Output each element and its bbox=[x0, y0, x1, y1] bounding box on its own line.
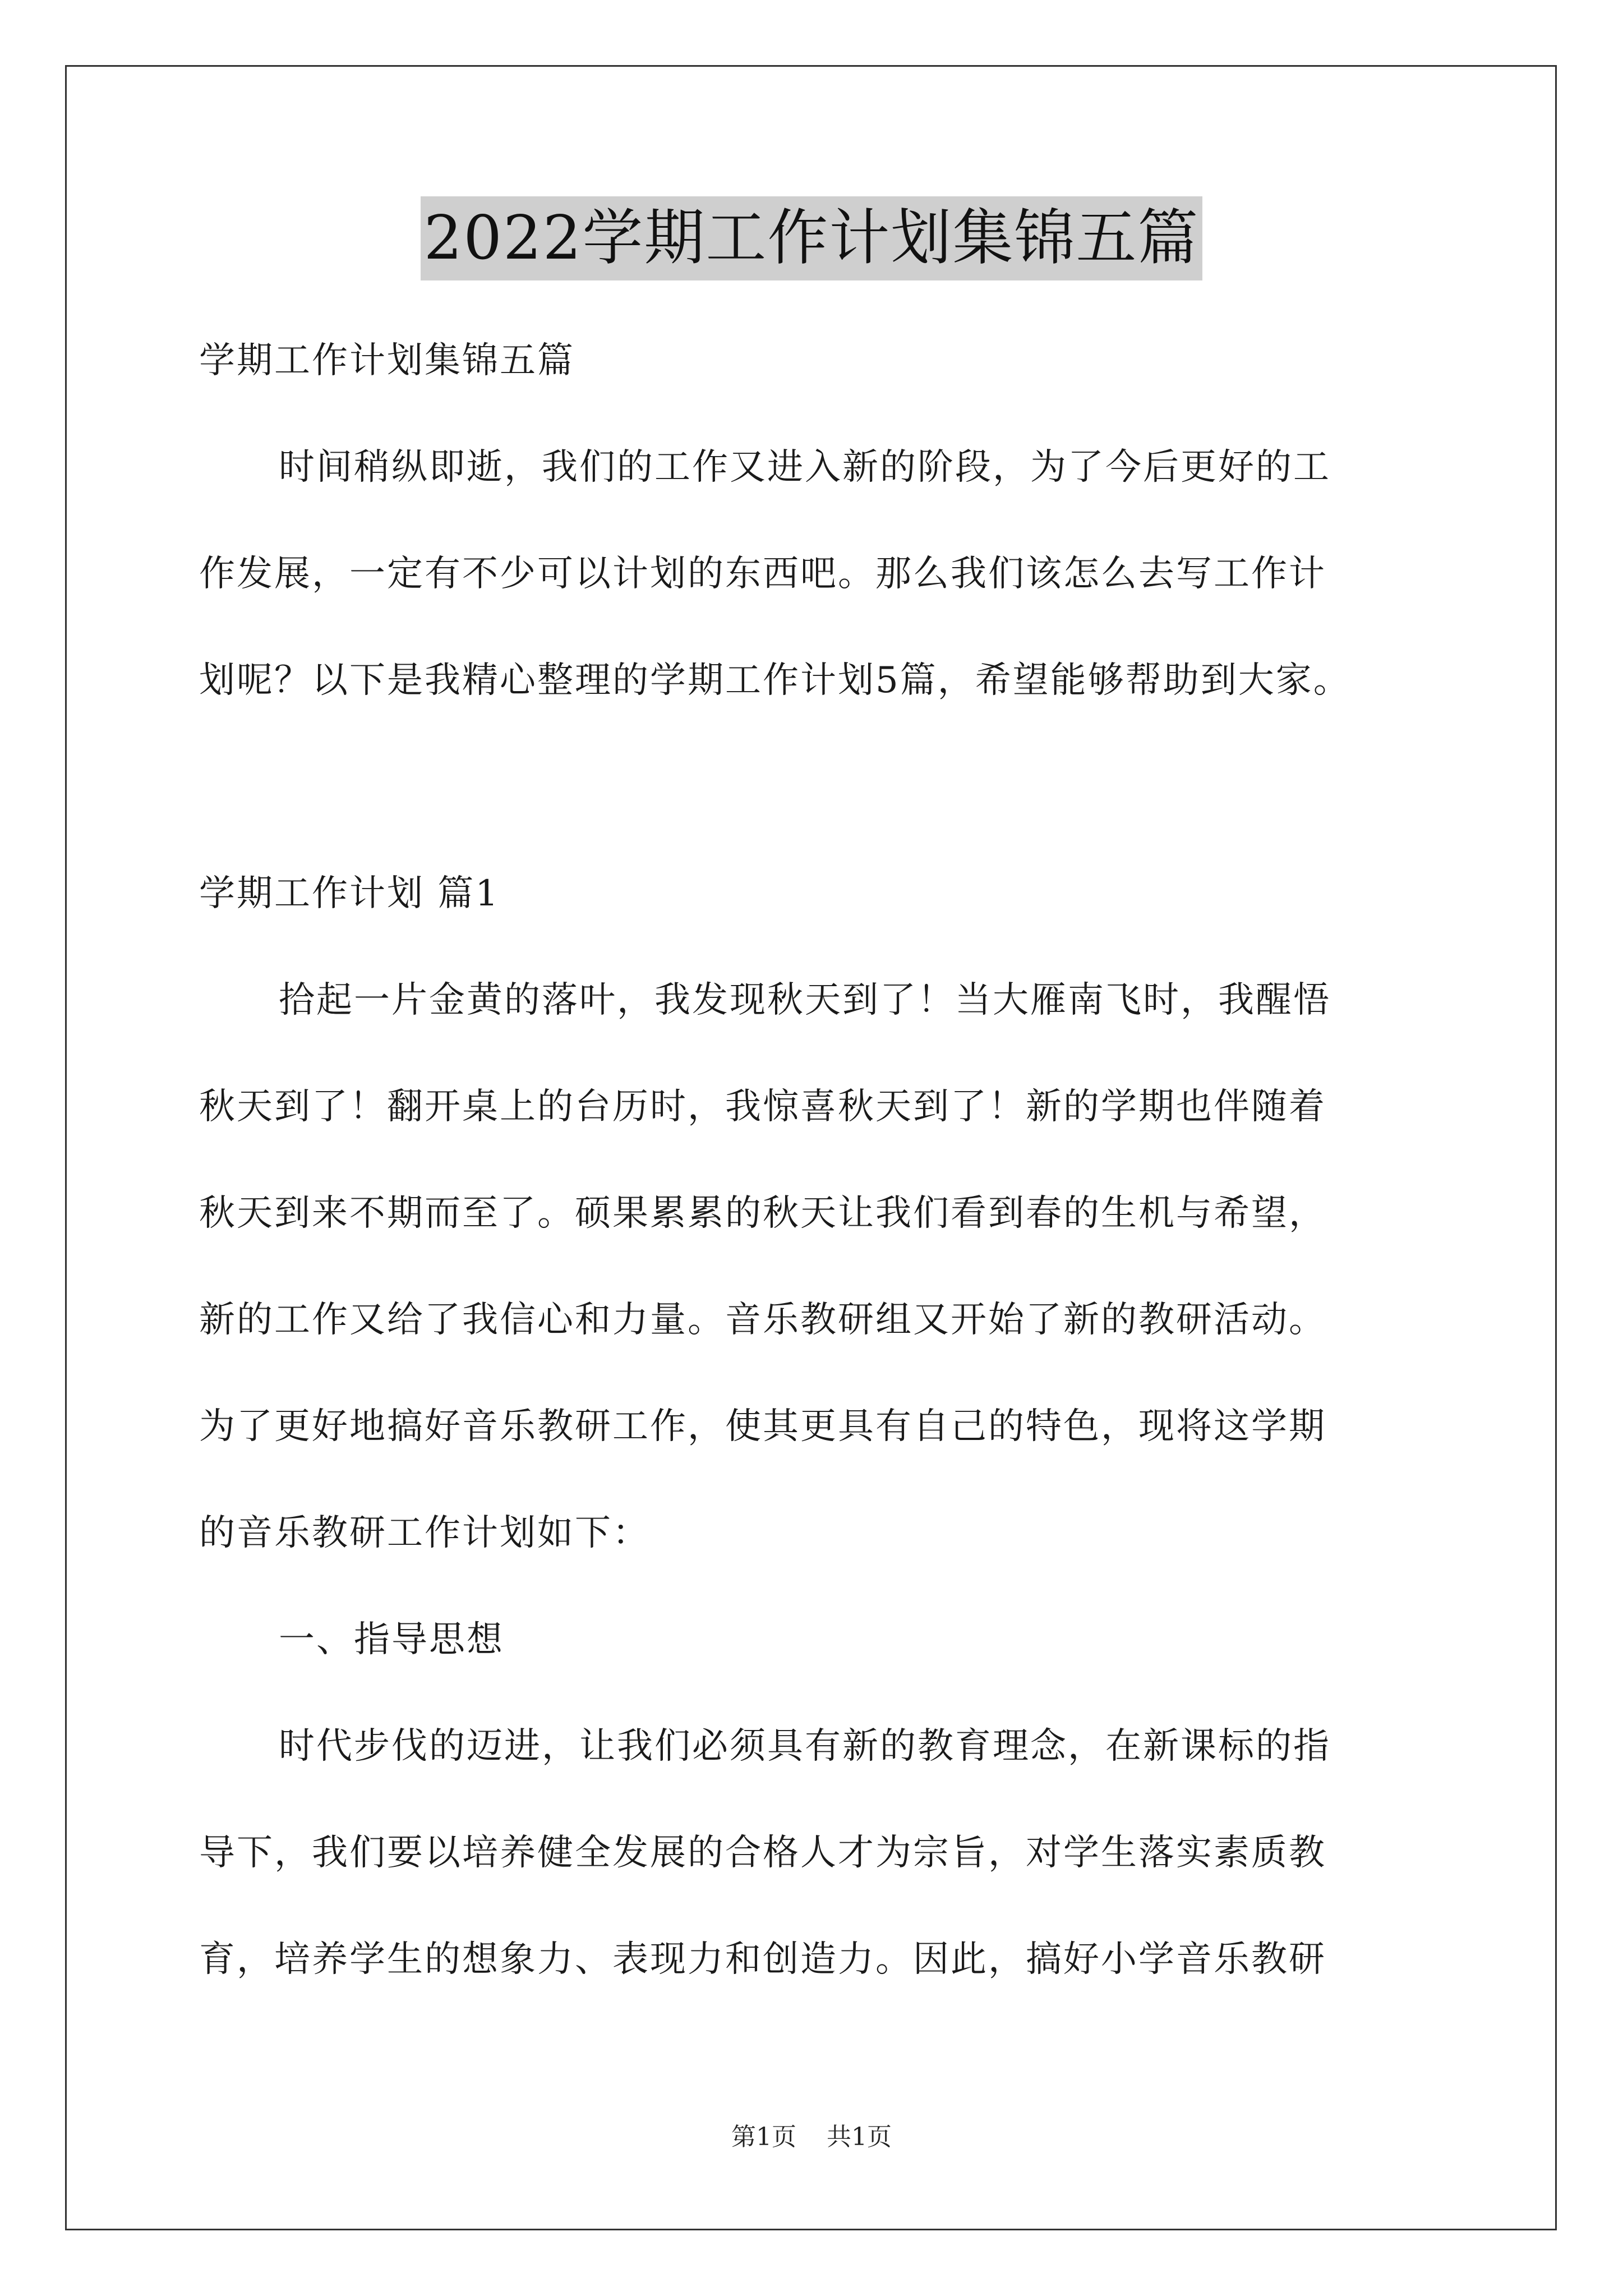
page-total: 共1页 bbox=[827, 2123, 892, 2151]
document-body bbox=[199, 307, 1455, 2013]
para1-line-4: 新的工作又给了我信心和力量。音乐教研组又开始了新的教研活动。 bbox=[199, 1299, 1326, 1341]
spacer bbox=[199, 734, 1455, 840]
para1-line-3: 秋天到来不期而至了。硕果累累的秋天让我们看到春的生机与希望， bbox=[199, 1193, 1326, 1234]
section-heading: 学期工作计划 篇1 bbox=[199, 873, 500, 914]
intro-line-2: 作发展，一定有不少可以计划的东西吧。那么我们该怎么去写工作计 bbox=[199, 553, 1326, 595]
para2-line-2: 导下，我们要以培养健全发展的合格人才为宗旨，对学生落实素质教 bbox=[199, 1832, 1326, 1874]
para1-line-1: 拾起一片金黄的落叶，我发现秋天到了！当大雁南飞时，我醒悟 bbox=[279, 979, 1331, 1021]
document-title: 2022学期工作计划集锦五篇 bbox=[421, 196, 1203, 280]
para1-line-5: 为了更好地搞好音乐教研工作，使其更具有自己的特色，现将这学期 bbox=[199, 1406, 1326, 1447]
para2-line-1: 时代步伐的迈进，让我们必须具有新的教育理念，在新课标的指 bbox=[279, 1726, 1331, 1767]
para1-line-2: 秋天到了！翻开桌上的台历时，我惊喜秋天到了！新的学期也伴随着 bbox=[199, 1086, 1326, 1128]
intro-line-3: 划呢？以下是我精心整理的学期工作计划5篇，希望能够帮助到大家。 bbox=[199, 660, 1351, 701]
page-footer bbox=[0, 2120, 1623, 2154]
intro-line-1: 时间稍纵即逝，我们的工作又进入新的阶段，为了今后更好的工 bbox=[279, 447, 1331, 488]
para2-line-3: 育，培养学生的想象力、表现力和创造力。因此，搞好小学音乐教研 bbox=[199, 1939, 1326, 1980]
subheading-guiding-ideology: 一、指导思想 bbox=[279, 1619, 504, 1660]
page-number: 第1页 bbox=[731, 2123, 796, 2151]
document-subtitle: 学期工作计划集锦五篇 bbox=[199, 340, 575, 381]
title-container bbox=[0, 196, 1623, 280]
para1-line-6: 的音乐教研工作计划如下： bbox=[199, 1512, 650, 1554]
